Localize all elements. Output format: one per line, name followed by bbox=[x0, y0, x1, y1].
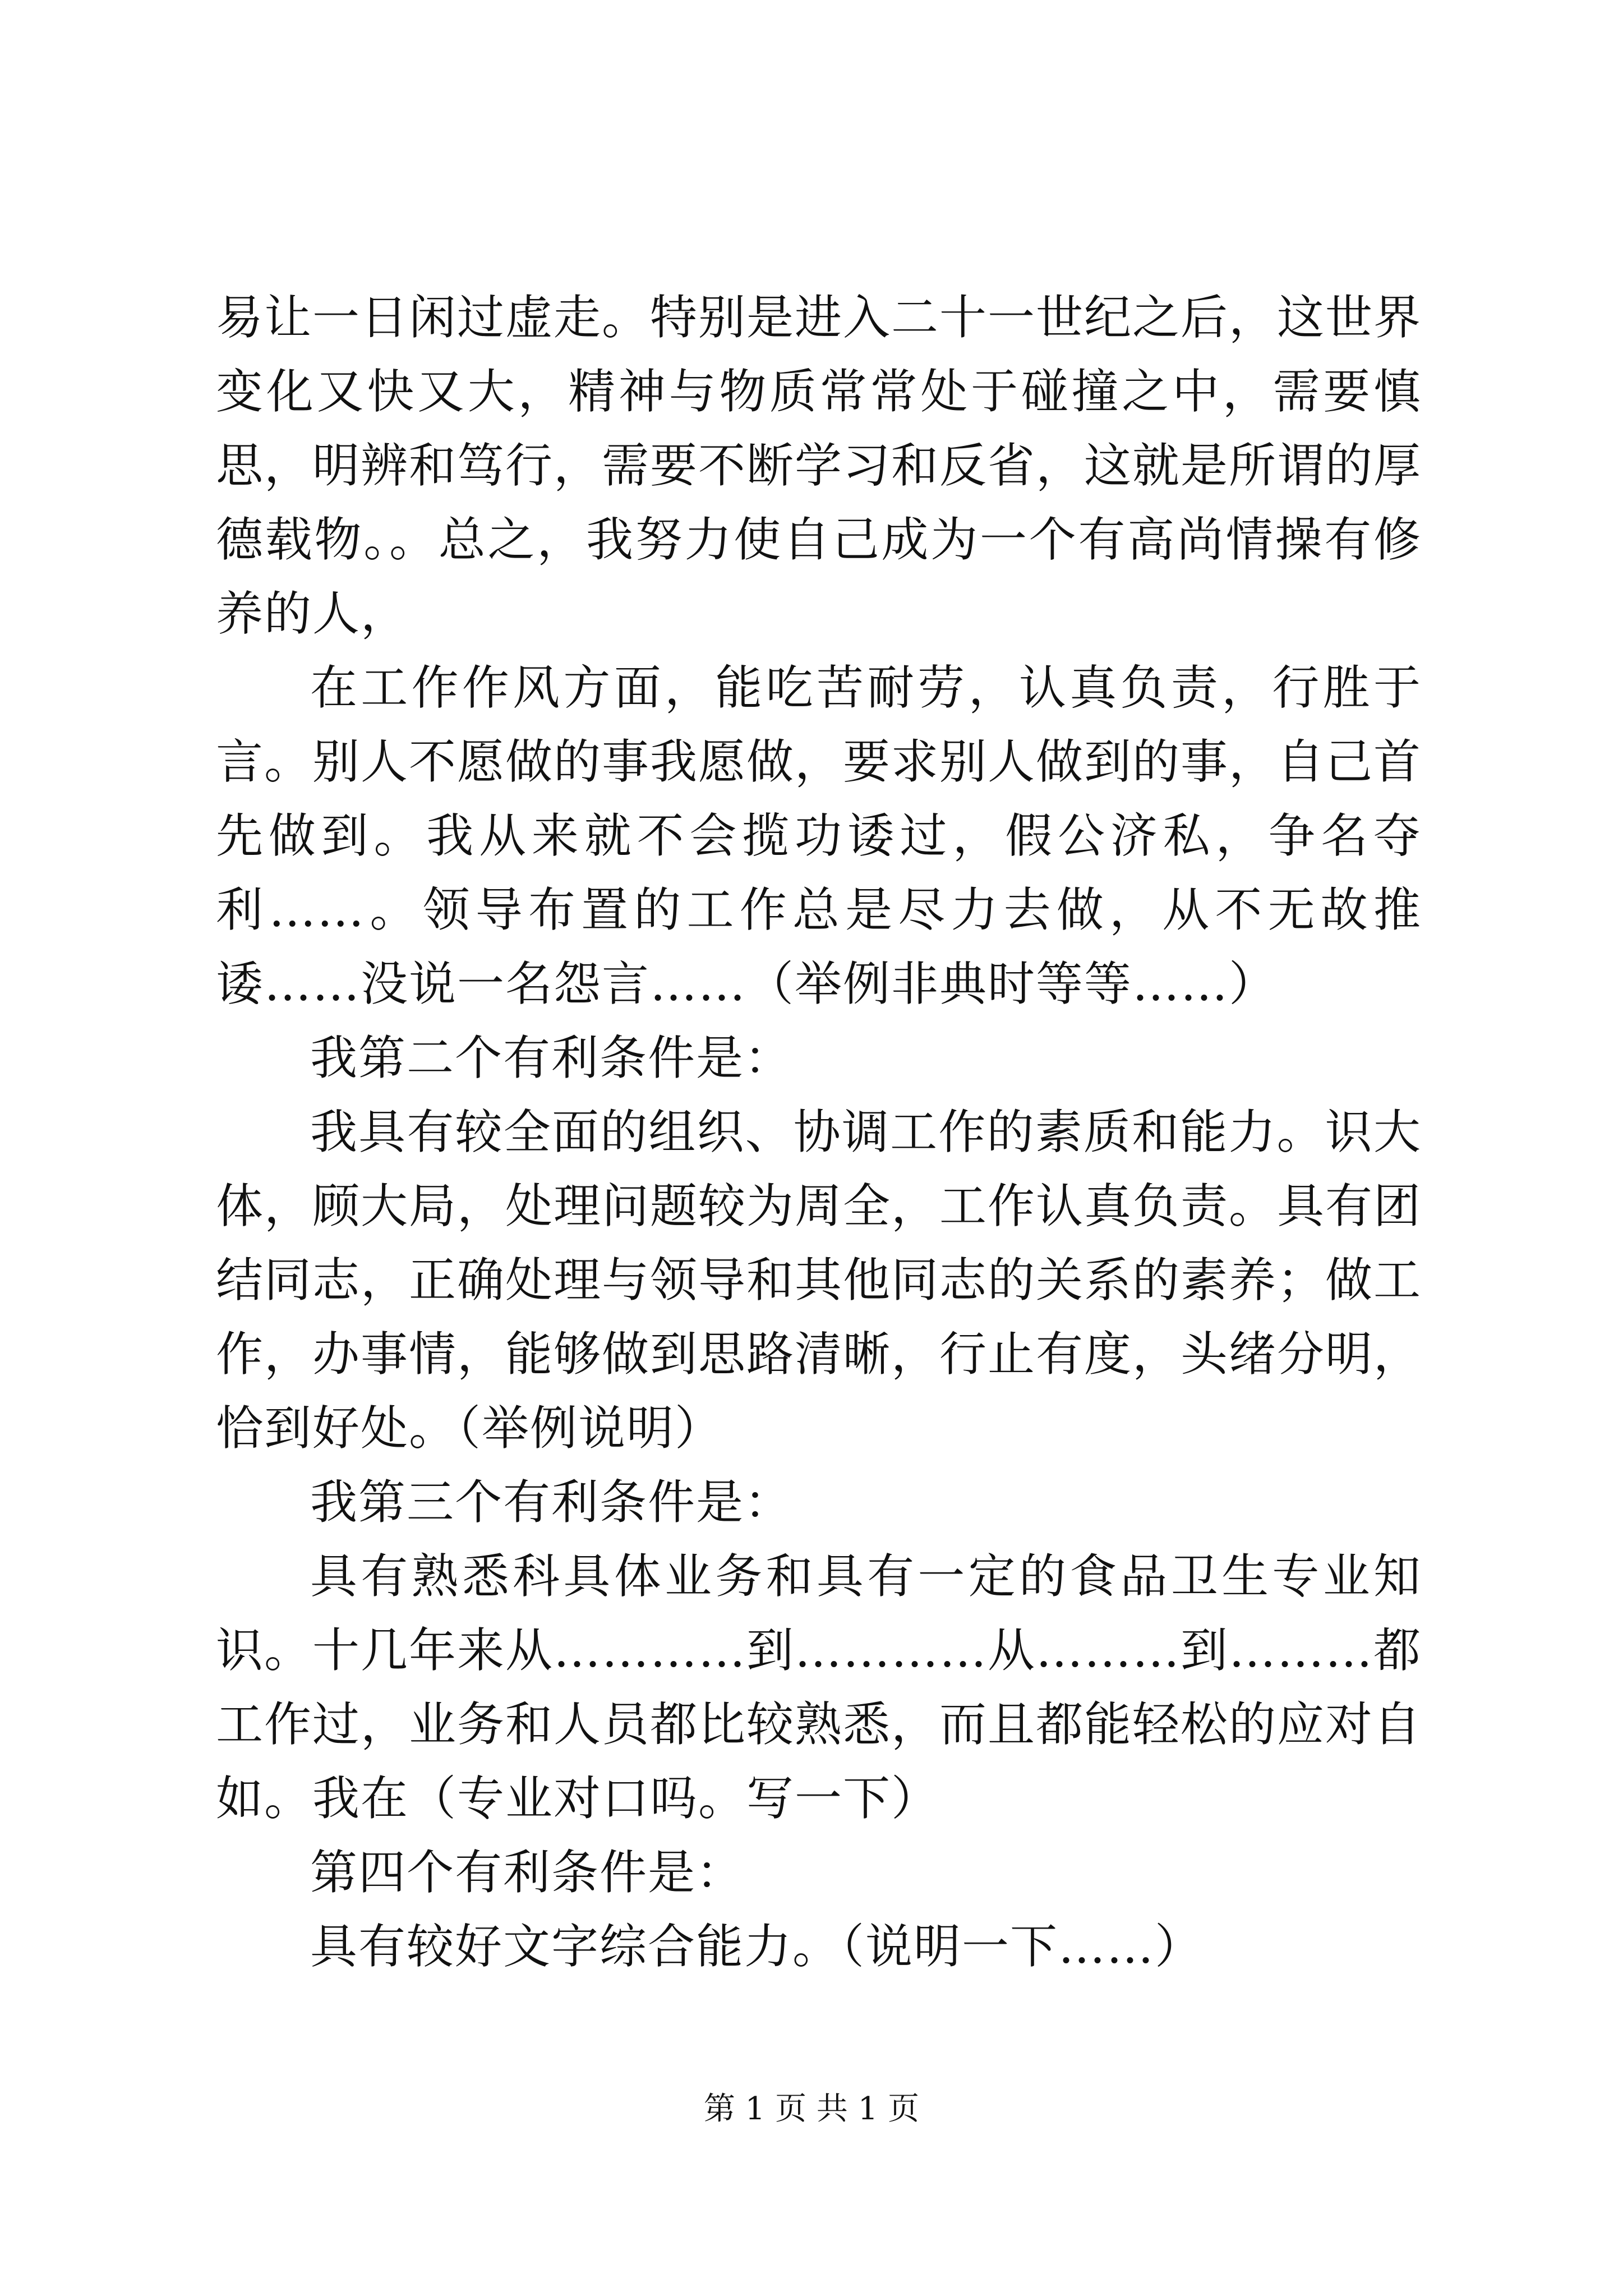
document-body bbox=[216, 280, 1422, 1984]
heading-third-condition: 我第三个有利条件是： bbox=[310, 1475, 793, 1530]
heading-fourth-condition: 第四个有利条件是： bbox=[310, 1845, 745, 1900]
paragraph-writing-ability: 具有较好文字综合能力。（说明一下……） bbox=[310, 1919, 1204, 1974]
heading-second-condition: 我第二个有利条件是： bbox=[310, 1030, 793, 1085]
paragraph-continuation: 易让一日闲过虚走。特别是进入二十一世纪之后，这世界变化又快又大，精神与物质常常处于碰撞之中，需要慎思，明辨和笃行，需要不断学习和反省，这就是所谓的厚德载物。。总之，我努力使自己成为一个有高尚情操有修养的人， bbox=[216, 290, 1422, 641]
paragraph-professional-knowledge: 具有熟悉科具体业务和具有一定的食品卫生专业知识。十几年来从…………到…………从………到………都工作过，业务和人员都比较熟悉，而且都能轻松的应对自如。我在（专业对口吗。写一下） bbox=[216, 1549, 1422, 1826]
paragraph-work-style: 在工作作风方面，能吃苦耐劳，认真负责，行胜于言。别人不愿做的事我愿做，要求别人做到的事，自己首先做到。我从来就不会揽功诿过，假公济私，争名夺利……。领导布置的工作总是尽力去做，从不无故推诿……没说一名怨言……（举例非典时等等……） bbox=[216, 660, 1422, 1011]
paragraph-organization-ability: 我具有较全面的组织、协调工作的素质和能力。识大体，顾大局，处理问题较为周全，工作认真负责。具有团结同志，正确处理与领导和其他同志的关系的素养；做工作，办事情，能够做到思路清晰，行止有度，头绪分明，恰到好处。（举例说明） bbox=[216, 1105, 1422, 1456]
page-footer: 第 1 页 共 1 页 bbox=[703, 2091, 920, 2127]
